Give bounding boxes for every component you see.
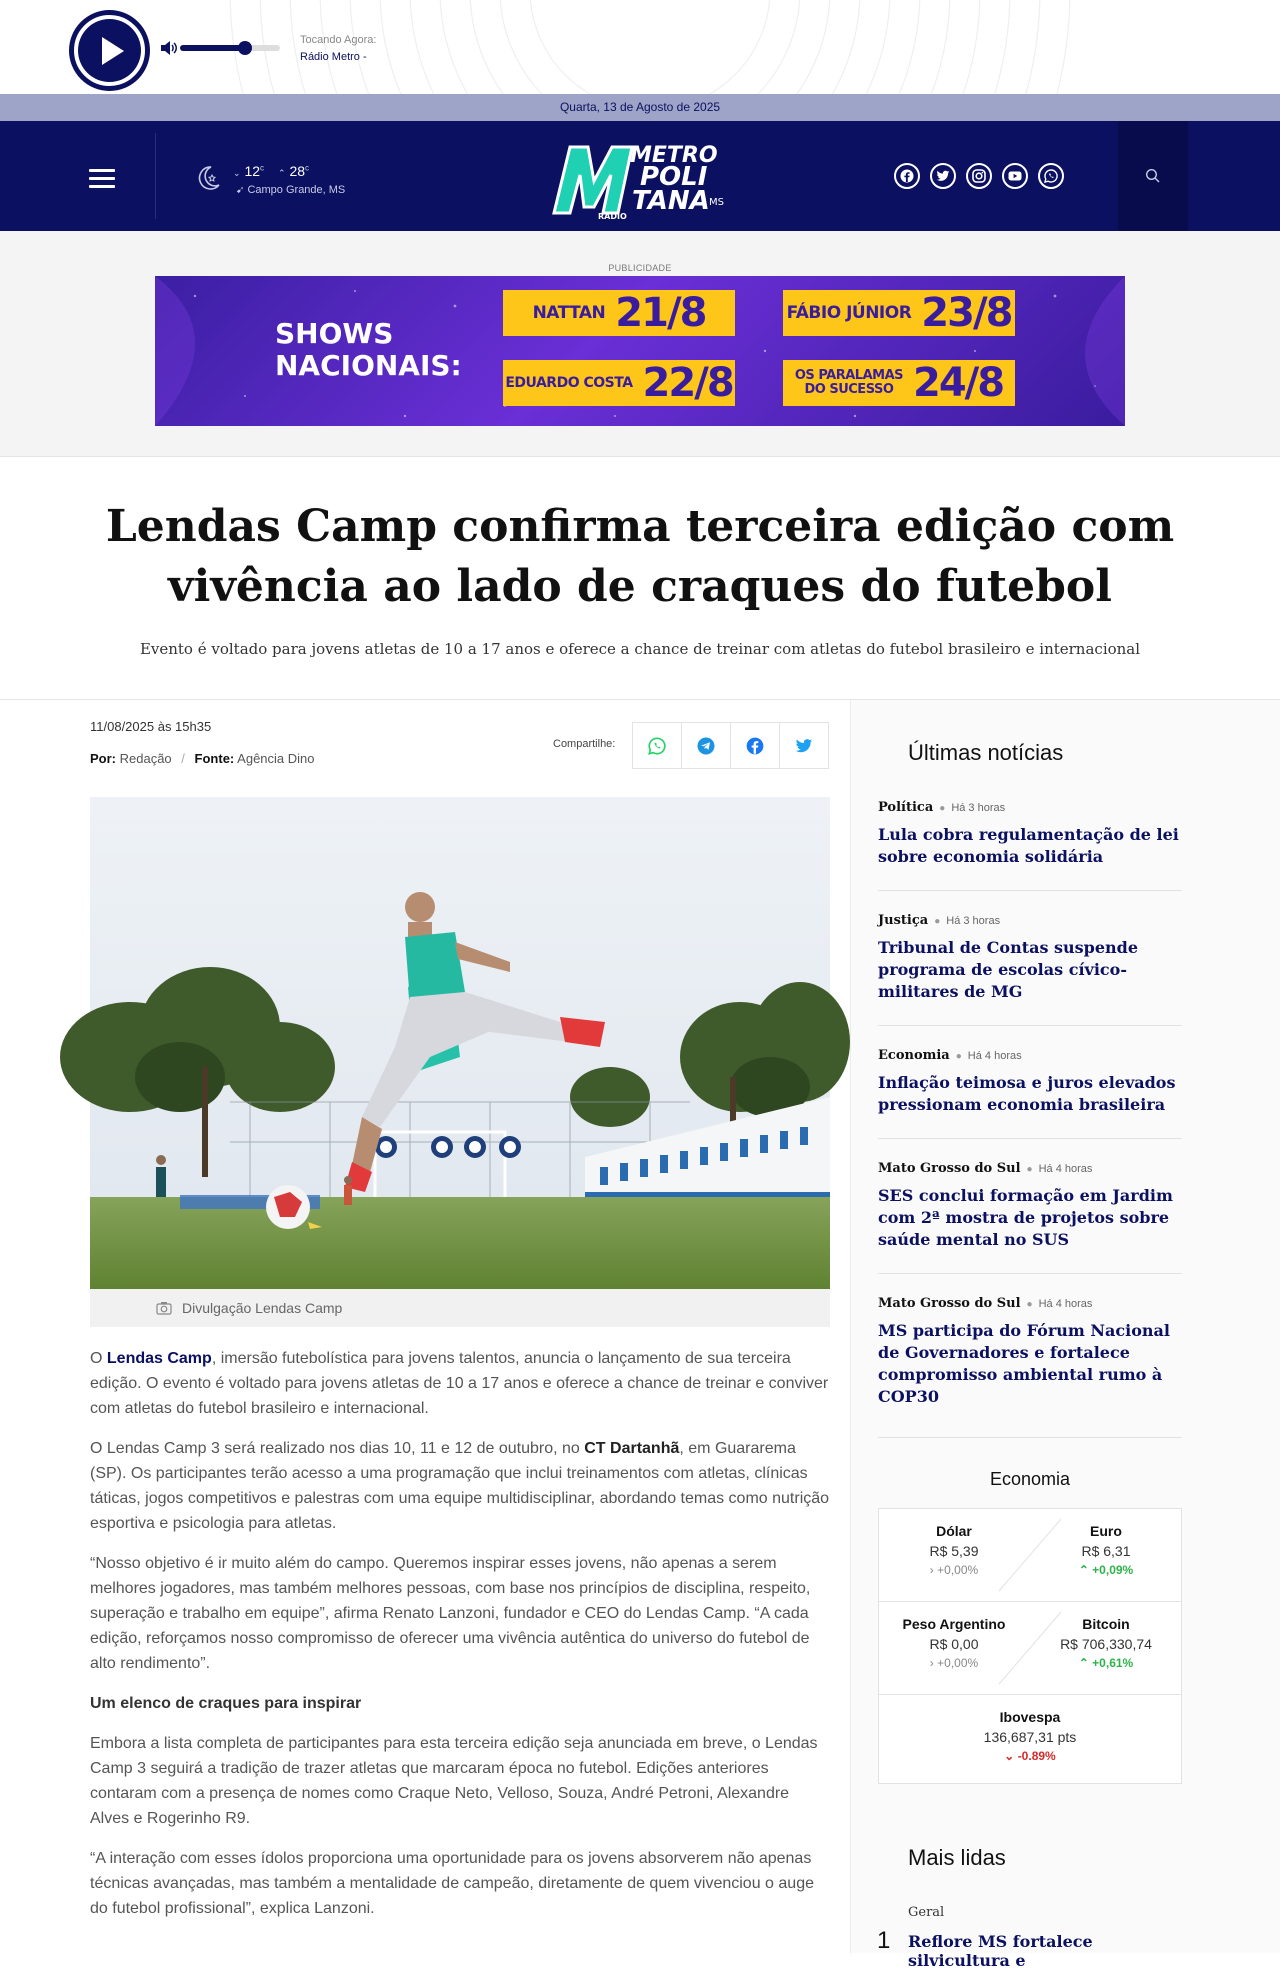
weather-max-unit: c [305, 163, 310, 173]
currency-name: Ibovespa [999, 1709, 1061, 1725]
currency-value: R$ 0,00 [929, 1636, 979, 1652]
currency-value: R$ 5,39 [929, 1543, 979, 1559]
chevron-right-icon: › [929, 1563, 934, 1577]
news-category: Mato Grosso do Sul [878, 1296, 1021, 1311]
currency-dolar [879, 1523, 1029, 1577]
index-ibovespa [879, 1709, 1181, 1763]
text-span: , em Guararema (SP). Os participantes terão acesso a uma programação que inclui treinamentos com atletas, clínicas táticas, jogos competitivos e palestras com uma equipe multidisciplinar, abordando temas como nutrição esportiva e psicologia para atletas. [90, 1440, 830, 1532]
weather-city: ➹ Campo Grande, MS [236, 184, 346, 196]
news-category: Mato Grosso do Sul [878, 1161, 1021, 1176]
currency-change-value: +0,00% [937, 1656, 979, 1670]
instagram-icon[interactable] [966, 163, 992, 189]
article-paragraph [90, 1346, 830, 1421]
ad-show-card [503, 290, 735, 336]
currency-change [1031, 1563, 1181, 1577]
volume-slider-fill [180, 45, 245, 51]
moon-star-icon [193, 163, 223, 193]
news-item[interactable]: Política ● Há 3 horas Lula cobra regulamentação de lei sobre economia solidária [878, 798, 1182, 891]
share-whatsapp-button[interactable] [632, 722, 682, 769]
currency-bitcoin [1031, 1616, 1181, 1670]
currency-change [879, 1656, 1029, 1670]
article-paragraph: “Nosso objetivo é ir muito além do campo. Queremos inspirar esses jovens, não apenas a serem melhores jogadores, mas também melhores pessoas, com base nos princípios de disciplina, respeito, superação e trabalho em equipe”, afirma Renato Lanzoni, fundador e CEO do Lendas Camp. “A cada edição, reforçamos nosso compromisso de oferecer uma vivência autêntica do universo do futebol de alto rendimento”. [90, 1555, 811, 1672]
news-item[interactable]: Mato Grosso do Sul ● Há 4 horas MS participa do Fórum Nacional de Governadores e fortalece compromisso ambiental rumo à COP30 [878, 1294, 1182, 1438]
ad-show-artist: NATTAN [532, 303, 606, 323]
currency-change [879, 1563, 1029, 1577]
news-headline[interactable]: Tribunal de Contas suspende programa de escolas cívico-militares de MG [878, 938, 1139, 1001]
currency-value: R$ 6,31 [1081, 1543, 1131, 1559]
ad-area [0, 231, 1280, 457]
weather-city-name: Campo Grande, MS [247, 184, 346, 196]
date-bar: Quarta, 13 de Agosto de 2025 [0, 94, 1280, 121]
facebook-icon [746, 737, 764, 755]
article-byline: Por: Redação / Fonte: Agência Dino [90, 751, 315, 766]
twitter-icon[interactable] [930, 163, 956, 189]
football-scene-illustration [90, 797, 830, 1289]
lendas-camp-link[interactable]: Lendas Camp [106, 1350, 212, 1367]
station-name[interactable]: Rádio Metro - [300, 51, 367, 63]
source-name: Agência Dino [237, 751, 315, 766]
currency-change-value: +0,09% [1092, 1563, 1134, 1577]
currency-value: 136,687,31 pts [983, 1729, 1077, 1745]
currency-name: Dólar [936, 1523, 972, 1539]
whatsapp-icon[interactable] [1038, 163, 1064, 189]
youtube-icon[interactable] [1002, 163, 1028, 189]
news-item[interactable]: Economia ● Há 4 horas Inflação teimosa e juros elevados pressionam economia brasileira [878, 1046, 1182, 1139]
header-divider [155, 133, 156, 219]
logo-radio: RÁDIO [598, 212, 627, 221]
weather-min-value: 12 [244, 163, 261, 179]
news-time: Há 4 horas [967, 1050, 1022, 1062]
currency-euro [1031, 1523, 1181, 1577]
volume-icon[interactable] [160, 41, 178, 55]
news-item[interactable]: Mato Grosso do Sul ● Há 4 horas SES conclui formação em Jardim com 2ª mostra de projetos sobre saúde mental no SUS [878, 1159, 1182, 1274]
article-paragraph [90, 1436, 830, 1536]
ad-banner[interactable] [155, 276, 1125, 426]
ad-show-artist-line1: OS PARALAMAS [794, 368, 903, 383]
camera-icon [156, 1301, 172, 1315]
logo-line3: TANA [632, 186, 710, 216]
ad-show-artist: FÁBIO JÚNIOR [786, 303, 912, 323]
currency-name: Peso Argentino [902, 1616, 1006, 1632]
ad-show-card [503, 360, 735, 406]
ad-show-card [783, 290, 1015, 336]
ad-show-date: 24/8 [913, 360, 1004, 406]
news-category: Política [878, 800, 934, 815]
volume-slider-handle[interactable] [238, 41, 252, 55]
economy-widget [878, 1508, 1182, 1784]
news-headline[interactable]: SES conclui formação em Jardim com 2ª mostra de projetos sobre saúde mental no SUS [878, 1186, 1173, 1249]
chevron-up-icon: ⌃ [1078, 1563, 1089, 1577]
whatsapp-icon [648, 737, 666, 755]
site-header [0, 121, 1280, 231]
news-time: Há 4 horas [1038, 1163, 1093, 1175]
site-logo[interactable] [548, 129, 738, 223]
share-buttons [632, 722, 828, 769]
text-span: O Lendas Camp 3 será realizado nos dias 10, 11 e 12 de outubro, no [90, 1440, 585, 1457]
currency-change [879, 1749, 1181, 1763]
logo-line2: POLI [640, 162, 708, 192]
article-paragraph: “A interação com esses ídolos proporciona uma oportunidade para os jovens absorverem não apenas técnicas avançadas, mas também a mentalidade de campeão, diretamente de quem vivenciou o auge do futebol profissional”, explica Lanzoni. [90, 1850, 814, 1917]
ad-show-card [783, 360, 1015, 406]
currency-change [1031, 1656, 1181, 1670]
ad-show-artist: EDUARDO COSTA [505, 375, 633, 391]
chevron-down-icon: ⌄ [1004, 1749, 1015, 1763]
share-twitter-button[interactable] [779, 722, 829, 769]
social-links [894, 163, 1064, 189]
play-icon [78, 19, 141, 82]
author-name: Redação [119, 751, 172, 766]
ad-show-artist-line2: DO SUCESSO [804, 382, 894, 397]
share-label: Compartilhe: [553, 738, 616, 750]
volume-slider[interactable] [180, 45, 280, 51]
ad-show-artist [795, 369, 903, 397]
currency-name: Bitcoin [1082, 1616, 1130, 1632]
weather-min-temp: ⌄ 12$^c$ [233, 163, 265, 179]
menu-icon[interactable] [89, 169, 115, 189]
chevron-up-icon: ⌃ [1078, 1656, 1089, 1670]
news-item[interactable]: Justiça ● Há 3 horas Tribunal de Contas suspende programa de escolas cívico-militares de MG [878, 911, 1182, 1026]
news-headline[interactable]: Lula cobra regulamentação de lei sobre economia solidária [878, 825, 1179, 866]
facebook-icon[interactable] [894, 163, 920, 189]
telegram-icon [697, 737, 715, 755]
search-button[interactable] [1118, 121, 1188, 231]
ad-title-line2: NACIONAIS: [275, 349, 462, 382]
currency-peso [879, 1616, 1029, 1670]
logo-line1: METRO [630, 143, 718, 168]
article-date: 11/08/2025 às 15h35 [90, 719, 212, 734]
search-icon [1145, 168, 1161, 184]
radio-player-bar [0, 0, 1280, 94]
text-span: O [90, 1350, 107, 1367]
currency-name: Euro [1090, 1523, 1122, 1539]
ad-label: PUBLICIDADE [608, 263, 672, 273]
ad-show-date: 23/8 [921, 290, 1012, 336]
currency-change-value: +0,61% [1092, 1656, 1134, 1670]
share-telegram-button[interactable] [681, 722, 731, 769]
logo-suffix: MS [709, 197, 724, 208]
news-headline[interactable]: MS participa do Fórum Nacional de Governadores e fortalece compromisso ambiental rumo à COP30 [878, 1321, 1170, 1406]
news-category: Justiça [878, 913, 929, 928]
article-photo[interactable] [90, 797, 830, 1289]
weather-min-unit: c [260, 163, 265, 173]
most-read-rank: 1 [877, 1927, 891, 1954]
news-category: Economia [878, 1048, 950, 1063]
most-read-category: Geral [908, 1905, 945, 1920]
latest-news-title: Últimas notícias [908, 740, 1064, 765]
article-body [90, 1346, 830, 1936]
currency-value: R$ 706,330,74 [1060, 1636, 1152, 1652]
ad-show-date: 21/8 [615, 290, 706, 336]
most-read-headline[interactable]: Reflore MS fortalece silvicultura e [908, 1932, 1093, 1970]
photo-caption-text: Divulgação Lendas Camp [182, 1300, 343, 1316]
article-subtitle: Um elenco de craques para inspirar [90, 1695, 362, 1712]
most-read-title: Mais lidas [908, 1845, 1006, 1870]
twitter-icon [795, 737, 813, 755]
ad-title [275, 318, 462, 382]
currency-change-value: -0.89% [1017, 1749, 1056, 1763]
news-time: Há 4 horas [1038, 1298, 1093, 1310]
play-button[interactable] [69, 10, 150, 91]
share-facebook-button[interactable] [730, 722, 780, 769]
now-playing-label: Tocando Agora: [300, 34, 377, 46]
chevron-right-icon: › [929, 1656, 934, 1670]
text-span: , imersão futebolística para jovens talentos, anuncia o lançamento de sua terceira edição. O evento é voltado para jovens atletas de 10 a 17 anos e oferece a chance de treinar e conviver com atletas do futebol brasileiro e internacional. [90, 1350, 829, 1417]
article-paragraph: Embora a lista completa de participantes para esta terceira edição seja anunciada em breve, o Lendas Camp 3 seguirá a tradição de trazer atletas que marcaram época no futebol. Edições anteriores contaram com a presença de nomes como Craque Neto, Velloso, Souza, André Petroni, Alexandre Alves e Rogerinho R9. [90, 1735, 818, 1827]
photo-caption [90, 1289, 830, 1327]
source-label: Fonte: [194, 751, 235, 766]
ad-show-date: 22/8 [642, 360, 733, 406]
ad-title-line1: SHOWS [275, 317, 394, 350]
author-label: Por: [90, 751, 116, 766]
currency-change-value: +0,00% [937, 1563, 979, 1577]
economy-title: Economia [989, 1469, 1071, 1489]
news-time: Há 3 horas [946, 915, 1001, 927]
article-headline: Lendas Camp confirma terceira edição com vivência ao lado de craques do futebol [105, 501, 1175, 612]
weather-max-temp: ⌃ 28$^c$ [278, 163, 310, 179]
bold-span: CT Dartanhã [584, 1440, 680, 1457]
article-subhead: Evento é voltado para jovens atletas de 10 a 17 anos e oferece a chance de treinar com atletas do futebol brasileiro e internacional [139, 640, 1141, 658]
news-time: Há 3 horas [951, 802, 1006, 814]
weather-max-value: 28 [289, 163, 306, 179]
news-headline[interactable]: Inflação teimosa e juros elevados pressionam economia brasileira [878, 1073, 1176, 1114]
